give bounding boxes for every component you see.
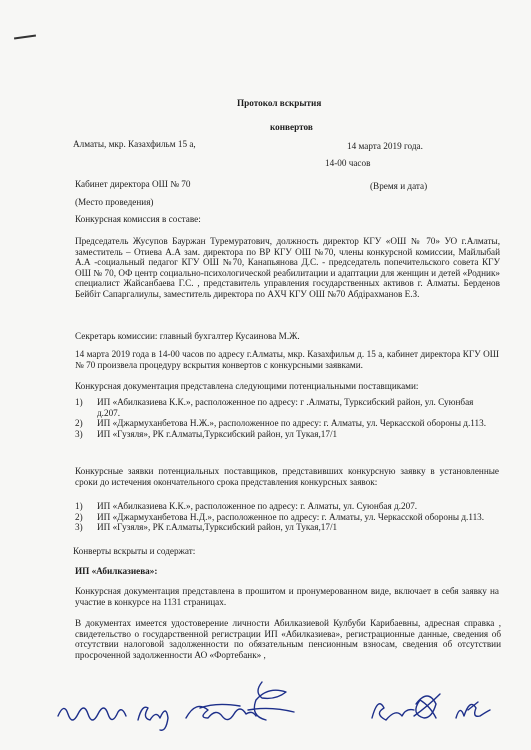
documents-paragraph: В документах имеется удостоверение личности Абилказиевой Кулбуби Карибаевны, адресная справка , свидетельство о государственной регистрации ИП «Абилказиева», регистрационные данные, сведения об отсутствии налоговой задолженности по обязательным пенсионным взносам, сведения об отсутствии просроченной задолженности АО «Фортебанк» , xyxy=(75,618,501,660)
commission-intro: Конкурсная комиссия в составе: xyxy=(75,214,201,224)
meeting-date: 14 марта 2019 года. xyxy=(347,141,423,151)
list-item xyxy=(75,512,495,523)
meeting-address: Алматы, мкр. Казахфильм 15 а, xyxy=(73,139,196,149)
list-text: ИП «Гузяля», РК г.Алматы,Турксибский район, ул Тукая,17/1 xyxy=(97,522,338,533)
list-item xyxy=(75,522,495,533)
supplier-list-1 xyxy=(75,397,495,439)
meeting-time: 14-00 часов xyxy=(325,158,371,168)
meeting-cabinet: Кабинет директора ОШ № 70 xyxy=(75,179,191,189)
list-text: ИП «Джармуханбетова Н.Д.», расположенное по адресу: г. Алматы, ул. Черкасской обороны д.113. xyxy=(97,511,485,522)
list-number: 2) xyxy=(75,511,83,522)
signature-5 xyxy=(372,704,414,720)
list-number: 2) xyxy=(75,418,83,429)
list-number: 3) xyxy=(75,428,83,439)
list-item xyxy=(75,501,495,512)
signature-7 xyxy=(456,702,490,718)
signature-6 xyxy=(414,694,440,718)
list-item xyxy=(75,418,495,429)
procedure-paragraph: 14 марта 2019 года в 14-00 часов по адресу г.Алматы, мкр. Казахфильм д. 15 а, кабинет директора КГУ ОШ № 70 произвела процедуру вскрытия конвертов с конкурсными заявками. xyxy=(75,349,499,370)
signature-2 xyxy=(138,707,168,730)
title-line-1: Протокол вскрытия xyxy=(237,98,322,108)
list-text: ИП «Джармуханбетова Н.Ж.», расположенное по адресу: г. Алматы, ул. Черкасской обороны д.113. xyxy=(97,418,487,429)
place-label: (Место проведения) xyxy=(75,197,154,207)
time-date-label: (Время и дата) xyxy=(370,181,428,191)
list-item xyxy=(75,397,495,418)
title-line-2: конвертов xyxy=(270,122,313,132)
signature-1 xyxy=(58,708,126,720)
list-text: ИП «Абилказиева К.К.», расположенное по адресу: г. Алматы, ул. Суюнбая д.207. xyxy=(97,501,418,511)
envelopes-opened: Конверты вскрыты и содержат: xyxy=(73,546,196,556)
signatures xyxy=(0,660,531,750)
list-text: ИП «Абилказиева К.К.», расположенное по адресу: г .Алматы, Турксибский район, ул. Суюнбая д.207. xyxy=(97,397,474,418)
list-number: 3) xyxy=(75,522,83,533)
signature-3 xyxy=(186,704,256,719)
list-text: ИП «Гузяля», РК г.Алматы,Турксибский район, ул Тукая,17/1 xyxy=(97,428,338,439)
bids-intro: Конкурсные заявки потенциальных поставщиков, представивших конкурсную заявку в установленные сроки до истечения окончательного срока представления конкурсных заявок: xyxy=(75,466,499,487)
margin-mark xyxy=(14,34,36,39)
supplier-list-2 xyxy=(75,501,495,533)
list-number: 1) xyxy=(75,501,83,511)
commission-members: Председатель Жусупов Бауржан Туремуратович, должность директор КГУ «ОШ № 70» УО г.Алматы, заместитель – Отиева А.А зам. директора по ВР КГУ ОШ №70, члены конкурсной комиссии, Майлыбай А.А -социальный педагог КГУ ОШ №70, Канапьянова Д.С. - председатель попечительского совета КГУ ОШ № 70, ОФ центр социально-психологической реабилитации и адаптации для женщин и детей «Родник» специалист Жайсанбаева Г.С. , представитель управления государственных активов г. Алматы. Берденов Бейбіт Сапаргалиулы, заместитель директора по АХЧ КГУ ОШ №70 Абдірахманов Е.З. xyxy=(75,236,500,299)
list-item xyxy=(75,429,495,440)
docs-intro: Конкурсная документация представлена следующими потенциальными поставщиками: xyxy=(75,381,419,391)
content-paragraph: Конкурсная документация представлена в прошитом и пронумерованном виде, включает в себя заявку на участие в конкурсе на 1131 страницах. xyxy=(75,586,499,607)
secretary-line: Секретарь комиссии: главный бухгалтер Кусаинова М.Ж. xyxy=(75,331,300,341)
list-number: 1) xyxy=(75,397,83,407)
supplier-heading: ИП «Абилказиева»: xyxy=(75,566,158,576)
